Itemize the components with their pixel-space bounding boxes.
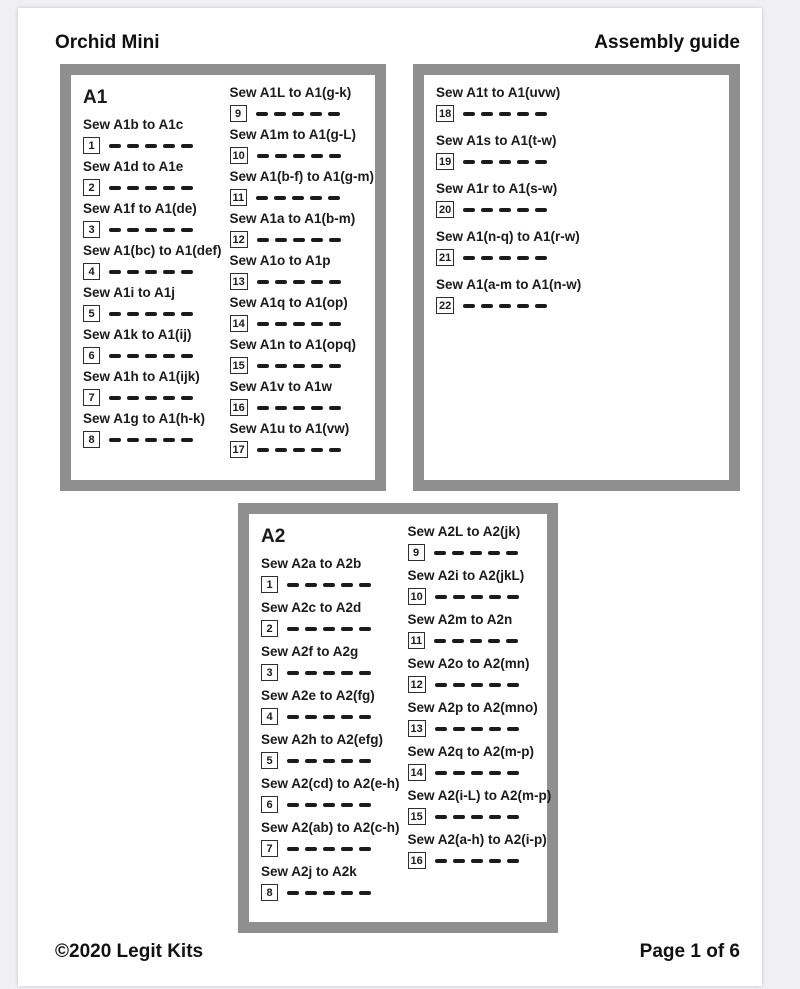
step-seam-row [230, 189, 375, 206]
assembly-step [408, 612, 552, 649]
step-instruction: Sew A2h to A2(efg) [261, 732, 384, 747]
step-instruction: Sew A1f to A1(de) [83, 201, 197, 216]
seam-dashed-line [257, 448, 341, 452]
step-instruction: Sew A2q to A2(m-p) [407, 744, 535, 759]
step-number-badge: 22 [436, 297, 454, 314]
step-seam-row [261, 752, 400, 769]
seam-dashed-line [109, 354, 193, 358]
step-instruction: Sew A1q to A1(op) [229, 295, 348, 310]
step-seam-row [83, 431, 222, 448]
step-instruction: Sew A2a to A2b [261, 556, 362, 571]
step-instruction: Sew A1a to A1(b-m) [229, 211, 356, 226]
step-seam-row [83, 347, 222, 364]
assembly-step [261, 688, 400, 725]
seam-dashed-line [463, 208, 547, 212]
seam-dashed-line [257, 154, 341, 158]
step-instruction: Sew A1n to A1(opq) [229, 337, 357, 352]
step-number-badge: 13 [230, 273, 248, 290]
step-seam-row [261, 664, 400, 681]
copyright-text: ©2020 Legit Kits [55, 941, 204, 962]
step-instruction: Sew A2(cd) to A2(e-h) [261, 776, 400, 791]
assembly-step [230, 421, 375, 458]
seam-dashed-line [463, 160, 547, 164]
step-seam-row [408, 852, 552, 869]
page-number: Page 1 of 6 [639, 941, 740, 962]
step-instruction: Sew A1(a-m to A1(n-w) [436, 277, 582, 292]
step-seam-row [261, 620, 400, 637]
assembly-step [408, 832, 552, 869]
seam-dashed-line [287, 759, 371, 763]
step-number-badge: 14 [408, 764, 426, 781]
step-instruction: Sew A1g to A1(h-k) [83, 411, 206, 426]
step-number-badge: 5 [261, 752, 278, 769]
assembly-step [230, 379, 375, 416]
step-instruction: Sew A2o to A2(mn) [407, 656, 530, 671]
step-instruction: Sew A1u to A1(vw) [229, 421, 350, 436]
pdf-page [18, 8, 762, 986]
step-instruction: Sew A1s to A1(t-w) [436, 133, 557, 148]
step-seam-row [83, 221, 222, 238]
pattern-title: Orchid Mini [55, 32, 160, 53]
assembly-step [261, 732, 400, 769]
a1-column-2 [230, 85, 375, 470]
seam-dashed-line [435, 727, 519, 731]
step-seam-row [230, 399, 375, 416]
step-instruction: Sew A2L to A2(jk) [407, 524, 521, 539]
assembly-step [261, 556, 400, 593]
seam-dashed-line [257, 364, 341, 368]
step-instruction: Sew A1(n-q) to A1(r-w) [436, 229, 580, 244]
seam-dashed-line [287, 583, 371, 587]
assembly-step [83, 369, 222, 406]
assembly-step [261, 776, 400, 813]
step-number-badge: 6 [261, 796, 278, 813]
assembly-step [408, 744, 552, 781]
step-number-badge: 7 [261, 840, 278, 857]
step-seam-row [261, 708, 400, 725]
step-instruction: Sew A2f to A2g [261, 644, 359, 659]
step-instruction: Sew A2j to A2k [261, 864, 357, 879]
seam-dashed-line [287, 891, 371, 895]
step-number-badge: 4 [83, 263, 100, 280]
step-number-badge: 8 [261, 884, 278, 901]
step-number-badge: 18 [436, 105, 454, 122]
step-instruction: Sew A2p to A2(mno) [407, 700, 538, 715]
seam-dashed-line [257, 322, 341, 326]
step-number-badge: 14 [230, 315, 248, 332]
step-seam-row [83, 263, 222, 280]
seam-dashed-line [256, 196, 340, 200]
assembly-step [230, 337, 375, 374]
step-instruction: Sew A1o to A1p [229, 253, 331, 268]
step-instruction: Sew A1v to A1w [229, 379, 333, 394]
assembly-step [83, 117, 222, 154]
seam-dashed-line [463, 112, 547, 116]
step-seam-row [408, 588, 552, 605]
step-seam-row [230, 231, 375, 248]
step-instruction: Sew A1(b-f) to A1(g-m) [229, 169, 375, 184]
step-number-badge: 3 [261, 664, 278, 681]
seam-dashed-line [257, 406, 341, 410]
seam-dashed-line [256, 112, 340, 116]
seam-dashed-line [109, 144, 193, 148]
section-title-a1: A1 [83, 87, 108, 108]
step-number-badge: 12 [230, 231, 248, 248]
step-seam-row [83, 305, 222, 322]
assembly-box-a2 [238, 503, 558, 933]
step-seam-row [408, 808, 552, 825]
seam-dashed-line [435, 859, 519, 863]
seam-dashed-line [435, 595, 519, 599]
step-instruction: Sew A1L to A1(g-k) [229, 85, 352, 100]
assembly-step [230, 85, 375, 122]
step-number-badge: 2 [83, 179, 100, 196]
seam-dashed-line [463, 304, 547, 308]
seam-dashed-line [434, 639, 518, 643]
step-seam-row [408, 676, 552, 693]
step-number-badge: 11 [408, 632, 426, 649]
seam-dashed-line [109, 270, 193, 274]
assembly-step [83, 243, 222, 280]
step-number-badge: 10 [230, 147, 248, 164]
a2-steps-9-16 [408, 524, 552, 869]
step-instruction: Sew A1m to A1(g-L) [229, 127, 357, 142]
seam-dashed-line [109, 438, 193, 442]
step-seam-row [83, 389, 222, 406]
assembly-step [230, 127, 375, 164]
step-instruction: Sew A1b to A1c [83, 117, 184, 132]
step-number-badge: 1 [261, 576, 278, 593]
section-title-a2: A2 [261, 526, 286, 547]
assembly-step [408, 788, 552, 825]
guide-subtitle: Assembly guide [594, 32, 740, 53]
step-seam-row [408, 720, 552, 737]
step-seam-row [230, 441, 375, 458]
step-seam-row [436, 249, 586, 266]
assembly-step [261, 644, 400, 681]
step-instruction: Sew A2m to A2n [407, 612, 513, 627]
step-instruction: Sew A1(bc) to A1(def) [83, 243, 222, 258]
step-instruction: Sew A1t to A1(uvw) [436, 85, 561, 100]
assembly-step [83, 159, 222, 196]
step-number-badge: 17 [230, 441, 248, 458]
assembly-step [436, 133, 586, 170]
step-seam-row [230, 105, 375, 122]
assembly-step [261, 864, 400, 901]
seam-dashed-line [109, 228, 193, 232]
step-number-badge: 9 [408, 544, 425, 561]
step-instruction: Sew A2c to A2d [261, 600, 362, 615]
step-number-badge: 10 [408, 588, 426, 605]
seam-dashed-line [287, 671, 371, 675]
step-number-badge: 16 [230, 399, 248, 416]
a2-steps-1-8 [261, 556, 400, 901]
seam-dashed-line [435, 815, 519, 819]
assembly-step [230, 169, 375, 206]
seam-dashed-line [463, 256, 547, 260]
step-instruction: Sew A2i to A2(jkL) [407, 568, 525, 583]
step-seam-row [83, 137, 222, 154]
step-number-badge: 11 [230, 189, 248, 206]
assembly-step [83, 285, 222, 322]
step-seam-row [261, 576, 400, 593]
assembly-step [230, 253, 375, 290]
a1-steps-18-22 [436, 85, 586, 314]
a1-steps-1-8 [83, 117, 222, 448]
assembly-step [83, 411, 222, 448]
seam-dashed-line [257, 280, 341, 284]
seam-dashed-line [435, 771, 519, 775]
step-seam-row [261, 796, 400, 813]
step-instruction: Sew A2(ab) to A2(c-h) [261, 820, 400, 835]
step-number-badge: 15 [408, 808, 426, 825]
step-seam-row [230, 273, 375, 290]
assembly-step [408, 524, 552, 561]
step-number-badge: 15 [230, 357, 248, 374]
a1-steps-9-17 [230, 85, 375, 458]
assembly-step [261, 820, 400, 857]
step-instruction: Sew A1i to A1j [83, 285, 176, 300]
a1-column-1 [83, 85, 222, 470]
step-number-badge: 9 [230, 105, 247, 122]
step-seam-row [230, 315, 375, 332]
step-number-badge: 5 [83, 305, 100, 322]
seam-dashed-line [287, 715, 371, 719]
a1-continued-column [436, 85, 586, 470]
seam-dashed-line [287, 847, 371, 851]
assembly-step [230, 211, 375, 248]
step-instruction: Sew A2(a-h) to A2(i-p) [407, 832, 547, 847]
step-seam-row [408, 764, 552, 781]
step-instruction: Sew A2e to A2(fg) [261, 688, 375, 703]
assembly-step [436, 181, 586, 218]
step-number-badge: 19 [436, 153, 454, 170]
step-number-badge: 8 [83, 431, 100, 448]
step-number-badge: 13 [408, 720, 426, 737]
seam-dashed-line [257, 238, 341, 242]
step-instruction: Sew A2(i-L) to A2(m-p) [407, 788, 552, 803]
step-seam-row [230, 147, 375, 164]
step-instruction: Sew A1d to A1e [83, 159, 184, 174]
step-seam-row [408, 544, 552, 561]
assembly-step [83, 327, 222, 364]
step-seam-row [261, 884, 400, 901]
assembly-step [436, 277, 586, 314]
step-number-badge: 16 [408, 852, 426, 869]
step-number-badge: 6 [83, 347, 100, 364]
seam-dashed-line [109, 396, 193, 400]
step-seam-row [436, 153, 586, 170]
assembly-step [436, 85, 586, 122]
assembly-step [83, 201, 222, 238]
step-seam-row [408, 632, 552, 649]
assembly-step [408, 568, 552, 605]
step-number-badge: 2 [261, 620, 278, 637]
step-seam-row [261, 840, 400, 857]
step-instruction: Sew A1r to A1(s-w) [436, 181, 558, 196]
assembly-step [408, 700, 552, 737]
step-seam-row [436, 297, 586, 314]
assembly-step [230, 295, 375, 332]
step-seam-row [230, 357, 375, 374]
assembly-step [408, 656, 552, 693]
assembly-box-a1-continued [413, 64, 740, 491]
seam-dashed-line [287, 803, 371, 807]
step-number-badge: 4 [261, 708, 278, 725]
step-number-badge: 1 [83, 137, 100, 154]
step-number-badge: 7 [83, 389, 100, 406]
seam-dashed-line [435, 683, 519, 687]
step-instruction: Sew A1k to A1(ij) [83, 327, 192, 342]
step-seam-row [83, 179, 222, 196]
seam-dashed-line [434, 551, 518, 555]
assembly-box-a1 [60, 64, 386, 491]
a2-column-2 [408, 524, 552, 912]
step-seam-row [436, 201, 586, 218]
step-number-badge: 12 [408, 676, 426, 693]
step-seam-row [436, 105, 586, 122]
step-number-badge: 20 [436, 201, 454, 218]
step-number-badge: 3 [83, 221, 100, 238]
seam-dashed-line [109, 186, 193, 190]
assembly-step [261, 600, 400, 637]
seam-dashed-line [287, 627, 371, 631]
assembly-step [436, 229, 586, 266]
a2-column-1 [261, 524, 400, 912]
seam-dashed-line [109, 312, 193, 316]
step-number-badge: 21 [436, 249, 454, 266]
step-instruction: Sew A1h to A1(ijk) [83, 369, 200, 384]
